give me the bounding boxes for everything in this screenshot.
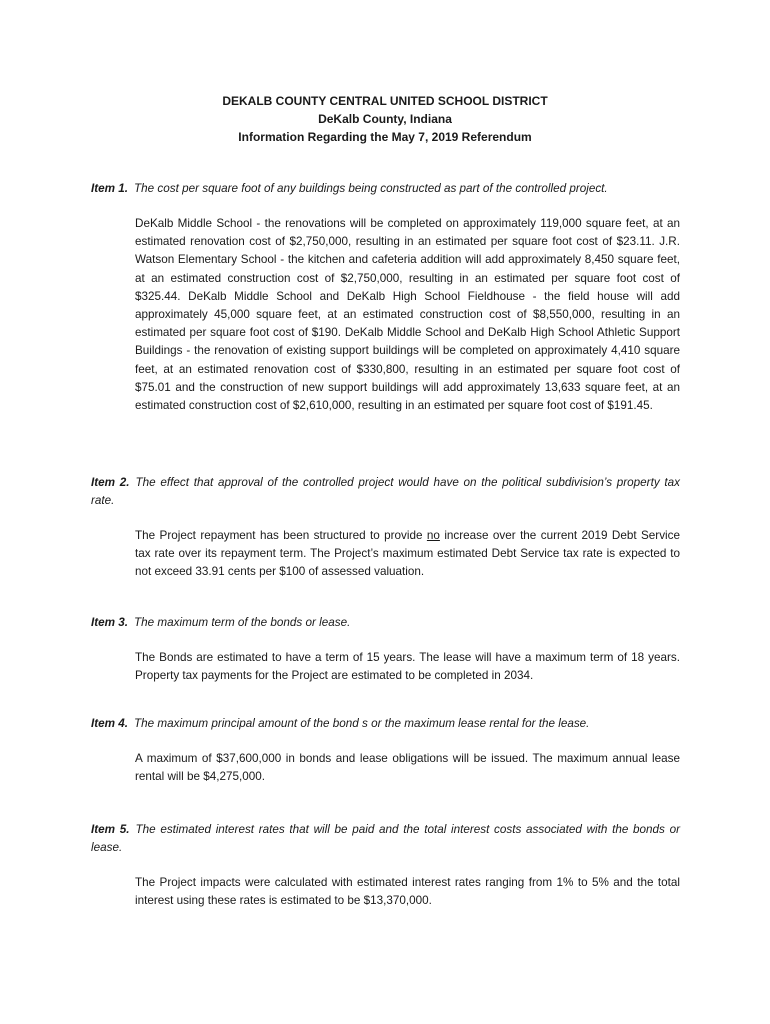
item-2-number: Item 2. [91, 476, 130, 489]
item-5-body: The Project impacts were calculated with estimated interest rates ranging from 1% to 5% and the total interest using these rates is estimated to be $13,370,000. [135, 876, 680, 908]
item-1-body: DeKalb Middle School - the renovations will be completed on approximately 119,000 square feet, at an estimated renovation cost of $2,750,000, resulting in an estimated per square foot cost of $23.11. J.R. Watson Elementary School - the kitchen and cafeteria addition will add approximately 8,450 square feet, at an estimated construction cost of $2,750,000, resulting in an estimated per square foot cost of $325.44. DeKalb Middle School and DeKalb High School Fieldhouse - the field house will add approximately 45,000 square feet, at an estimated construction cost of $8,550,000, resulting in an estimated per square foot cost of $190. DeKalb Middle School and DeKalb High School Athletic Support Buildings - the renovation of existing support buildings will be completed on approximately 4,410 square feet, at an estimated renovation cost of $330,800, resulting in an estimated per square foot cost of $75.01 and the construction of new support buildings will add approximately 13,633 square feet, at an estimated construction cost of $2,610,000, resulting in an estimated per square foot cost of $191.45. [135, 217, 680, 413]
item-4-number: Item 4. [91, 717, 129, 730]
item-4-heading [91, 715, 680, 733]
item-2-body-underlined: no [426, 529, 440, 542]
district-name: DEKALB COUNTY CENTRAL UNITED SCHOOL DISTRICT [222, 94, 548, 108]
item-4-body: A maximum of $37,600,000 in bonds and lease obligations will be issued. The maximum annual lease rental will be $4,275,000. [135, 752, 680, 784]
item-3-number: Item 3. [91, 616, 129, 629]
county-name: DeKalb County, Indiana [318, 112, 452, 126]
item-1-heading [91, 180, 680, 198]
item-2-heading [91, 474, 680, 510]
item-2-heading-text: The effect that approval of the controlled project would have on the political subdivision’s property tax rate. [91, 476, 680, 507]
item-5-heading-text: The estimated interest rates that will be paid and the total interest costs associated with the bonds or lease. [91, 823, 680, 854]
item-4-heading-text: The maximum principal amount of the bond s or the maximum lease rental for the lease. [134, 717, 590, 730]
item-3-heading [91, 614, 680, 632]
item-2-body-post: increase over the current 2019 Debt Service tax rate over its repayment term. The Project’s maximum estimated Debt Service tax rate is expected to not exceed 33.91 cents per $100 of assessed valuation. [135, 529, 680, 579]
item-4-section [91, 715, 680, 786]
item-5-heading [91, 821, 680, 857]
item-2-body-pre: The Project repayment has been structured to provide [135, 529, 427, 542]
item-1-heading-text: The cost per square foot of any buildings being constructed as part of the controlled project. [134, 182, 608, 195]
item-1-section [91, 180, 680, 415]
item-2-section [91, 474, 680, 582]
document-header [0, 92, 770, 146]
item-5-section [91, 821, 680, 910]
item-2-body [135, 527, 680, 582]
item-5-number: Item 5. [91, 823, 130, 836]
item-1-number: Item 1. [91, 182, 129, 195]
item-3-heading-text: The maximum term of the bonds or lease. [134, 616, 351, 629]
document-title: Information Regarding the May 7, 2019 Referendum [238, 130, 532, 144]
item-3-section [91, 614, 680, 685]
item-3-body: The Bonds are estimated to have a term of 15 years. The lease will have a maximum term of 18 years. Property tax payments for the Project are estimated to be completed in 2034. [135, 651, 680, 683]
